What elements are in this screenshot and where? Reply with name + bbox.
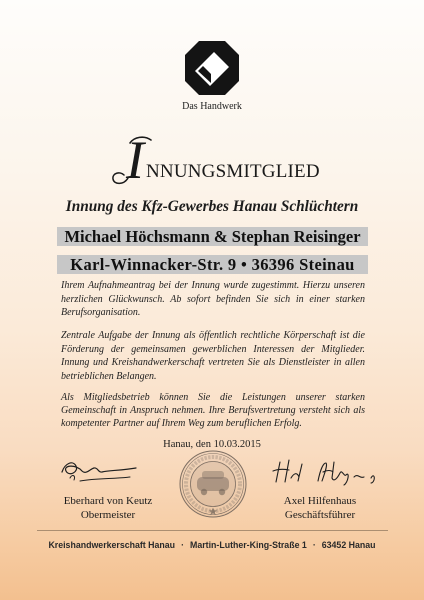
footer-organization: Kreishandwerkerschaft Hanau bbox=[48, 540, 176, 550]
paragraph-line: Berufsorganisation. bbox=[61, 307, 141, 318]
signatory-right bbox=[240, 494, 400, 522]
place-date: Hanau, den 10.03.2015 bbox=[163, 439, 261, 450]
paragraph-guild-role bbox=[61, 329, 365, 383]
member-address-bar bbox=[57, 255, 368, 274]
footer-divider bbox=[37, 530, 388, 531]
paragraph-line: kompetenter Partner auf Ihrem Weg zum beruflichen Erfolg. bbox=[61, 418, 302, 430]
paragraph-line: herzlichen Glückwunsch. Ab sofort befinden Sie sich in einer starken bbox=[61, 293, 365, 305]
signature-right-icon bbox=[270, 456, 382, 488]
guild-name: Innung des Kfz-Gewerbes Hanau Schlüchtern bbox=[65, 198, 359, 215]
footer-city: 63452 Hanau bbox=[321, 540, 376, 550]
member-names-bar bbox=[57, 227, 368, 246]
signatory-role: Obermeister bbox=[80, 509, 136, 521]
signatory-role: Geschäftsführer bbox=[284, 509, 356, 521]
paragraph-line: Ihrem Aufnahmeantrag bei der Innung wurde zugestimmt. Hierzu unseren bbox=[61, 280, 365, 291]
member-names: Michael Höchsmann & Stephan Reisinger bbox=[64, 227, 361, 246]
paragraph-line: Als Mitgliedsbetrieb können Sie die Leistungen unserer starken bbox=[61, 392, 365, 403]
paragraph-membership-benefits bbox=[61, 391, 365, 431]
paragraph-line: Zentrale Aufgabe der Innung als öffentlich rechtliche Körperschaft ist die bbox=[61, 330, 365, 341]
paragraph-line: betrieblichen Belangen. bbox=[61, 370, 157, 382]
footer-street: Martin-Luther-King-Straße 1 bbox=[190, 540, 307, 550]
guild-seal-icon bbox=[178, 449, 248, 519]
signatory-name: Axel Hilfenhaus bbox=[283, 495, 357, 507]
footer-separator: · bbox=[312, 540, 316, 550]
paragraph-line: Förderung der gemeinsamen gewerblichen Interessen der Mitglieder. bbox=[61, 343, 365, 355]
paragraph-admission bbox=[61, 279, 365, 320]
footer-separator: · bbox=[181, 540, 184, 550]
title-initial: I bbox=[126, 130, 144, 190]
das-handwerk-logo-icon bbox=[184, 40, 240, 96]
signatory-left bbox=[28, 494, 188, 522]
paragraph-line: Innung und Kreishandwerkerschaft vertreten Sie als Dienstleister in allen bbox=[61, 357, 365, 368]
footer-address bbox=[0, 540, 424, 550]
signatory-name: Eberhard von Keutz bbox=[63, 495, 153, 507]
paragraph-line: Gemeinschaft in Anspruch nehmen. Ihre Berufsvertretung versteht sich als bbox=[61, 405, 365, 417]
member-address: Karl-Winnacker-Str. 9 • 36396 Steinau bbox=[70, 255, 355, 274]
title-text: NNUNGSMITGLIED bbox=[146, 161, 320, 182]
signature-left-icon bbox=[56, 454, 140, 486]
logo-caption: Das Handwerk bbox=[182, 101, 242, 112]
